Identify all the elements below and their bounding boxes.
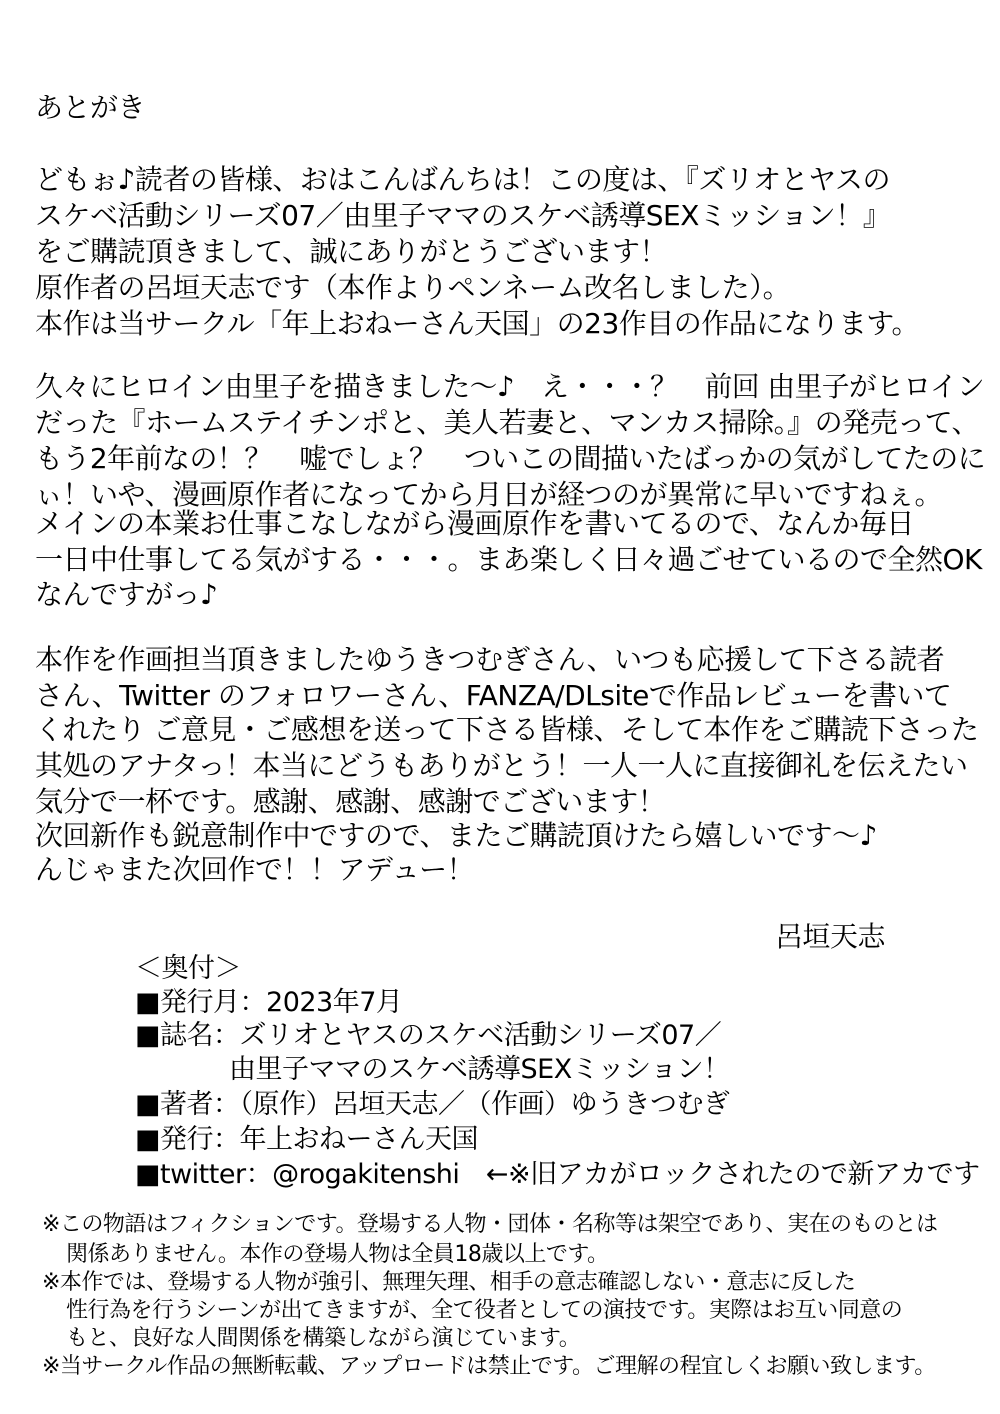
author-signature: 呂垣天志 [775,920,886,953]
text-line: 一日中仕事してる気がする・・・。まあ楽しく日々過ごせているので全然OK [35,543,982,576]
text-line: もう2年前なの！？ 嘘でしょ？ ついこの間描いたばっかの気がしてたのに [35,442,986,475]
disclaimer-line: ※当サークル作品の無断転載、アップロードは禁止です。ご理解の程宜しくお願い致します。 [42,1354,936,1379]
text-line: 本作を作画担当頂きましたゆうきつむぎさん、いつも応援して下さる読者 [35,643,945,676]
colophon-heading: ＜奥付＞ [135,953,241,984]
text-line: だった『ホームステイチンポと、美人若妻と、マンカス掃除。』の発売って、 [35,406,980,439]
text-line: さん、Twitter のフォロワーさん、FANZA/DLsiteで作品レビューを書いて [35,679,952,712]
text-line: 本作は当サークル「年上おねーさん天国」の23作目の作品になります。 [35,307,920,340]
text-line: 次回新作も鋭意制作中ですので、またご購読頂けたら嬉しいです～♪ [35,819,877,852]
text-line: 気分で一杯です。感謝、感謝、感謝でございます！ [35,785,666,818]
colophon-twitter: ■twitter：@rogakitenshi ←※旧アカがロックされたので新アカです [135,1159,980,1190]
text-line: 久々にヒロイン由里子を描きました～♪ え・・・？ 前回 由里子がヒロイン [35,370,985,403]
text-line: くれたり ご意見・ご感想を送って下さる皆様、そして本作をご購読下さった [35,713,979,746]
colophon-publisher: ■発行：年上おねーさん天国 [135,1124,479,1155]
text-line: どもぉ♪読者の皆様、おはこんばんちは！この度は、『ズリオとヤスの [35,163,891,196]
colophon-date: ■発行月：2023年7月 [135,987,403,1018]
text-line: 原作者の呂垣天志です（本作よりペンネーム改名しました）。 [35,271,791,304]
text-line: ぃ！いや、漫画原作者になってから月日が経つのが異常に早いですねぇ。 [35,478,942,511]
disclaimer-line: ※本作では、登場する人物が強引、無理矢理、相手の意志確認しない・意志に反した [42,1270,856,1295]
text-line: スケベ活動シリーズ07／由里子ママのスケベ誘導SEXミッション！』 [35,199,891,232]
colophon-authors: ■著者：（原作）呂垣天志／（作画）ゆうきつむぎ [135,1089,730,1120]
colophon-title-continued: 由里子ママのスケベ誘導SEXミッション！ [229,1054,730,1085]
colophon-title: ■誌名：ズリオとヤスのスケベ活動シリーズ07／ [135,1020,722,1051]
text-line: んじゃまた次回作で！！アデュー！ [35,853,475,886]
text-line: メインの本業お仕事こなしながら漫画原作を書いてるので、なんか毎日 [35,507,914,540]
text-line: をご購読頂きまして、誠にありがとうございます！ [35,235,667,268]
disclaimer-line: 関係ありません。本作の登場人物は全員18歳以上です。 [66,1242,609,1267]
text-line: 其処のアナタっ！本当にどうもありがとう！一人一人に直接御礼を伝えたい [35,749,968,782]
disclaimer-line: もと、良好な人間関係を構築しながら演じています。 [66,1326,581,1351]
afterword-title: あとがき [35,91,146,124]
text-line: なんですがっ♪ [35,578,218,611]
disclaimer-line: ※この物語はフィクションです。登場する人物・団体・名称等は架空であり、実在のものとは [42,1212,938,1237]
disclaimer-line: 性行為を行うシーンが出てきますが、全て役者としての演技です。実際はお互い同意の [66,1298,903,1323]
